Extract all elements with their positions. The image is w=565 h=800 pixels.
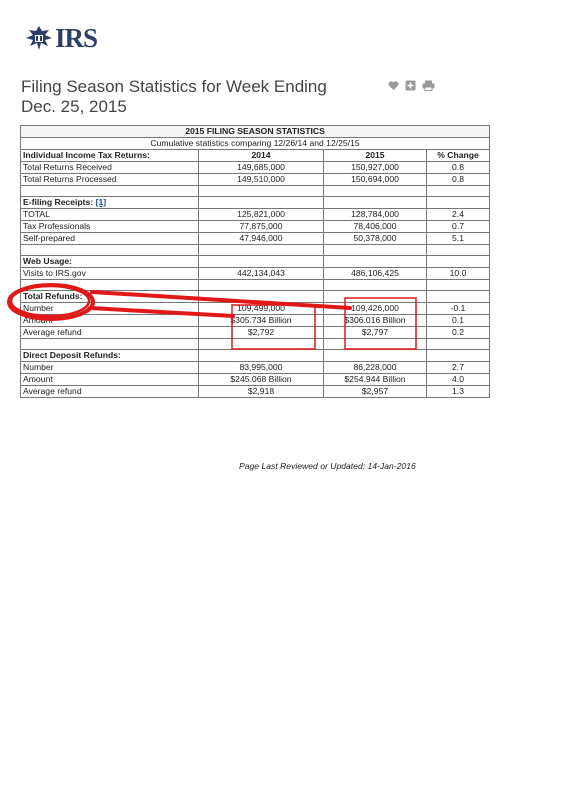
page-title-line2: Dec. 25, 2015 <box>21 97 127 116</box>
printer-icon[interactable] <box>422 78 435 89</box>
table-row <box>21 174 490 186</box>
value-change: 0.7 <box>427 221 490 233</box>
value-2015: 109,426,000 <box>324 303 427 315</box>
footnote-link[interactable]: [1] <box>95 197 107 207</box>
value-2014: 47,946,000 <box>199 233 324 245</box>
section-label-direct-deposit: Direct Deposit Refunds: <box>21 350 199 362</box>
section-label-web: Web Usage: <box>21 256 199 268</box>
value-change: 0.8 <box>427 174 490 186</box>
table-row <box>21 303 490 315</box>
row-label: Self-prepared <box>21 233 199 245</box>
value-change: 2.7 <box>427 362 490 374</box>
section-header-row <box>21 291 490 303</box>
section-label-efiling: E-filing Receipts: [1] <box>21 197 199 209</box>
spacer-row <box>21 186 490 197</box>
value-change: 4.0 <box>427 374 490 386</box>
spacer-row <box>21 245 490 256</box>
section-header-row <box>21 350 490 362</box>
row-label: Average refund <box>21 386 199 398</box>
value-2015: 50,378,000 <box>324 233 427 245</box>
value-2015: 128,784,000 <box>324 209 427 221</box>
table-row <box>21 315 490 327</box>
table-subtitle: Cumulative statistics comparing 12/26/14 and 12/25/15 <box>21 138 490 150</box>
row-label: Visits to IRS.gov <box>21 268 199 280</box>
table-row <box>21 162 490 174</box>
value-2015: 78,406,000 <box>324 221 427 233</box>
value-2015: 150,694,000 <box>324 174 427 186</box>
value-change: 2.4 <box>427 209 490 221</box>
table-subtitle-row <box>21 138 490 150</box>
value-change: 5.1 <box>427 233 490 245</box>
value-change: 1.3 <box>427 386 490 398</box>
row-label: Total Returns Received <box>21 162 199 174</box>
value-2014: 442,134,043 <box>199 268 324 280</box>
column-header-2015: 2015 <box>324 150 427 162</box>
section-header-row <box>21 197 490 209</box>
row-label: TOTAL <box>21 209 199 221</box>
table-row <box>21 233 490 245</box>
table-row <box>21 362 490 374</box>
value-2015: 86,228,000 <box>324 362 427 374</box>
page-tools <box>388 78 435 89</box>
page-title <box>21 77 361 117</box>
filing-stats-table <box>20 125 490 398</box>
table-row <box>21 374 490 386</box>
table-row <box>21 268 490 280</box>
row-label: Amount <box>21 374 199 386</box>
value-2014: $2,918 <box>199 386 324 398</box>
value-change: 0.2 <box>427 327 490 339</box>
logo-text: IRS <box>55 23 98 53</box>
row-label: Total Returns Processed <box>21 174 199 186</box>
column-header-change: % Change <box>427 150 490 162</box>
value-change: -0.1 <box>427 303 490 315</box>
value-change: 10.0 <box>427 268 490 280</box>
value-2014: 109,499,000 <box>199 303 324 315</box>
page-title-line1: Filing Season Statistics for Week Ending <box>21 77 327 96</box>
table-row <box>21 386 490 398</box>
spacer-row <box>21 280 490 291</box>
value-change: 0.1 <box>427 315 490 327</box>
column-header-row <box>21 150 490 162</box>
section-header-row <box>21 256 490 268</box>
value-2014: 125,821,000 <box>199 209 324 221</box>
value-2015: $2,797 <box>324 327 427 339</box>
heart-icon[interactable] <box>388 78 399 89</box>
column-header-2014: 2014 <box>199 150 324 162</box>
value-2014: $2,792 <box>199 327 324 339</box>
value-2015: $254.944 Billion <box>324 374 427 386</box>
table-row <box>21 327 490 339</box>
value-2014: $305.734 Billion <box>199 315 324 327</box>
value-2014: $245.068 Billion <box>199 374 324 386</box>
value-2014: 149,510,000 <box>199 174 324 186</box>
value-2015: $306.016 Billion <box>324 315 427 327</box>
section-label: Individual Income Tax Returns: <box>21 150 199 162</box>
spacer-row <box>21 339 490 350</box>
row-label: Tax Professionals <box>21 221 199 233</box>
page-last-reviewed: Page Last Reviewed or Updated: 14-Jan-2016 <box>239 461 416 471</box>
plus-square-icon[interactable] <box>405 78 416 89</box>
table-title: 2015 FILING SEASON STATISTICS <box>21 126 490 138</box>
value-2015: 486,106,425 <box>324 268 427 280</box>
section-label-total-refunds: Total Refunds: <box>21 291 199 303</box>
row-label: Amount <box>21 315 199 327</box>
row-label: Number <box>21 362 199 374</box>
row-label: Average refund <box>21 327 199 339</box>
value-2015: 150,927,000 <box>324 162 427 174</box>
irs-logo[interactable] <box>24 24 97 52</box>
eagle-seal-icon <box>24 24 54 52</box>
value-2014: 77,875,000 <box>199 221 324 233</box>
row-label: Number <box>21 303 199 315</box>
value-change: 0.8 <box>427 162 490 174</box>
value-2014: 83,995,000 <box>199 362 324 374</box>
table-title-row <box>21 126 490 138</box>
value-2015: $2,957 <box>324 386 427 398</box>
table-row <box>21 221 490 233</box>
value-2014: 149,685,000 <box>199 162 324 174</box>
table-row <box>21 209 490 221</box>
